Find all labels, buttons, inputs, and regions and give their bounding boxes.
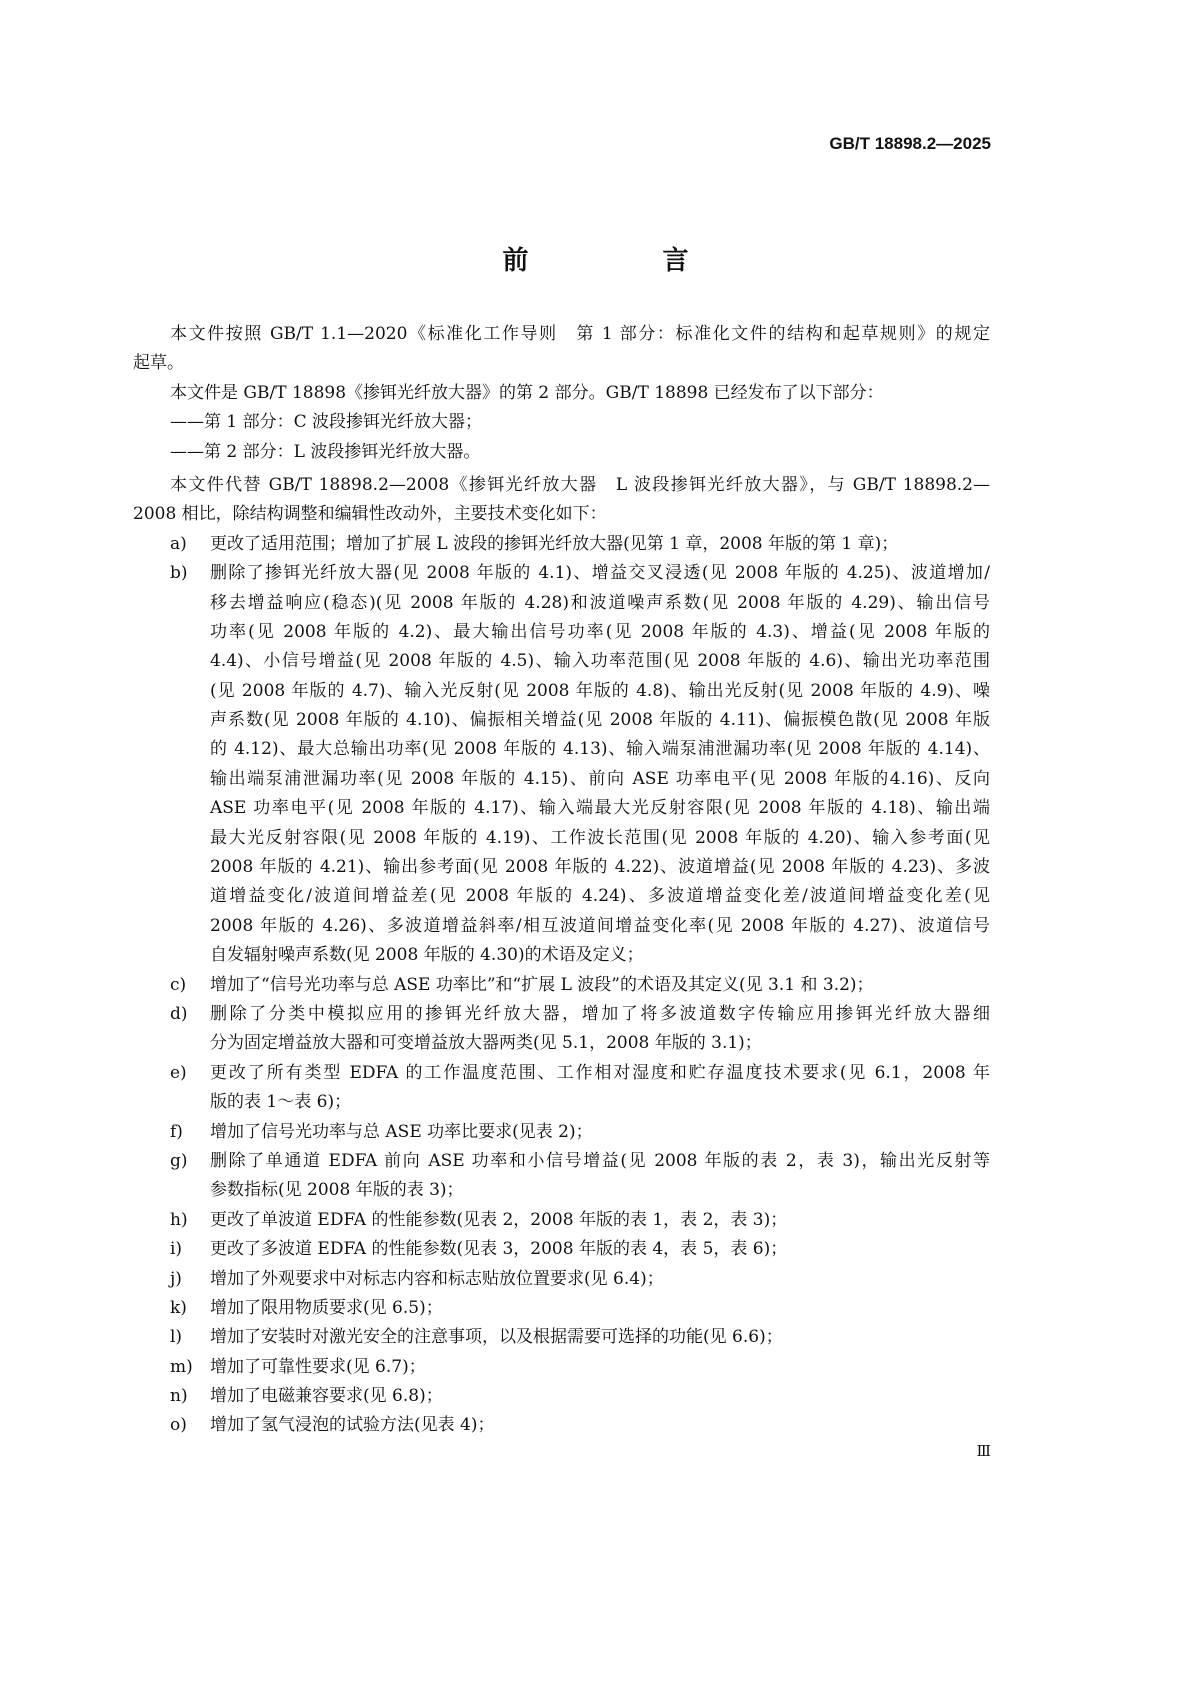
text-line: 本文件代替 GB/T 18898.2—2008《掺铒光纤放大器 L 波段掺铒光纤放大器》，与 GB/T 18898.2—: [170, 474, 990, 495]
list-item-text: [210, 1118, 990, 1147]
list-item-label: l): [170, 1327, 183, 1348]
list-item-text: [210, 1235, 990, 1264]
list-item-label: k): [170, 1297, 187, 1318]
list-item-label: g): [170, 1150, 188, 1171]
text-line: ——第 1 部分：C 波段掺铒光纤放大器；: [170, 412, 483, 433]
list-item-label: j): [170, 1268, 182, 1289]
page-number: Ⅲ: [976, 1442, 991, 1460]
list-item: [133, 1206, 990, 1235]
page-title: 前 言: [502, 246, 743, 276]
list-item-text: [210, 1147, 990, 1206]
list-item: [133, 1147, 990, 1206]
text-line: 分为固定增益放大器和可变增益放大器两类(见 5.1，2008 年版的 3.1)；: [210, 1033, 762, 1054]
text-line: 增加了“信号光功率与总 ASE 功率比”和“扩展 L 波段”的术语及其定义(见 3.1 和 3.2)；: [210, 974, 874, 995]
text-line: 增加了电磁兼容要求(见 6.8)；: [210, 1386, 443, 1407]
list-item-label: n): [170, 1386, 188, 1407]
list-item: [133, 1235, 990, 1264]
list-item-label: e): [170, 1062, 187, 1083]
text-line: 更改了所有类型 EDFA 的工作温度范围、工作相对湿度和贮存温度技术要求(见 6.1，2008 年: [210, 1062, 990, 1083]
list-item-text: [210, 1353, 990, 1382]
list-item: [133, 1353, 990, 1382]
list-item: [133, 1323, 990, 1352]
list-item-text: [210, 1294, 990, 1323]
text-line: (见 2008 年版的 4.7)、输入光反射(见 2008 年版的 4.8)、输出光反射(见 2008 年版的 4.9)、噪: [210, 680, 990, 701]
text-line: 增加了限用物质要求(见 6.5)；: [210, 1297, 443, 1318]
list-item-text: [210, 1265, 990, 1294]
paragraph: [133, 320, 990, 379]
list-item-label: o): [170, 1415, 187, 1436]
text-line: ——第 2 部分：L 波段掺铒光纤放大器。: [170, 441, 481, 462]
list-item-label: h): [170, 1209, 188, 1230]
text-line: 2008 年版的 4.21)、输出参考面(见 2008 年版的 4.22)、波道增益(见 2008 年版的 4.23)、多波: [210, 857, 990, 878]
list-item-text: [210, 971, 990, 1000]
list-item: [133, 559, 990, 970]
text-line: 更改了单波道 EDFA 的性能参数(见表 2，2008 年版的表 1，表 2，表 3)；: [210, 1209, 788, 1230]
text-line: 本文件是 GB/T 18898《掺铒光纤放大器》的第 2 部分。GB/T 18898 已经发布了以下部分：: [170, 382, 884, 403]
text-line: 道增益变化/波道间增益差(见 2008 年版的 4.24)、多波道增益变化差/波道间增益变化差(见: [210, 886, 990, 907]
text-line: 删除了分类中模拟应用的掺铒光纤放大器，增加了将多波道数字传输应用掺铒光纤放大器细: [210, 1003, 990, 1024]
list-item-label: i): [170, 1239, 183, 1260]
text-line: 2008 相比，除结构调整和编辑性改动外，主要技术变化如下：: [133, 504, 607, 525]
list-item: [133, 1118, 990, 1147]
text-line: 版的表 1～表 6)；: [210, 1092, 352, 1113]
text-line: 增加了安装时对激光安全的注意事项，以及根据需要可选择的功能(见 6.6)；: [210, 1327, 783, 1348]
text-line: 增加了外观要求中对标志内容和标志贴放位置要求(见 6.4)；: [210, 1268, 664, 1289]
document-body: [133, 320, 990, 1441]
paragraph: [133, 408, 990, 437]
text-line: 更改了适用范围；增加了扩展 L 波段的掺铒光纤放大器(见第 1 章，2008 年版的第 1 章)；: [210, 533, 899, 554]
list-item-text: [210, 1382, 990, 1411]
list-item: [133, 1059, 990, 1118]
text-line: 的 4.12)、最大总输出功率(见 2008 年版的 4.13)、输入端泵浦泄漏功率(见 2008 年版的 4.14)、: [210, 739, 990, 760]
list-item: [133, 971, 990, 1000]
list-item-label: b): [170, 563, 188, 584]
list-item-label: a): [170, 533, 187, 554]
list-item-label: f): [170, 1121, 183, 1142]
text-line: ASE 功率电平(见 2008 年版的 4.17)、输入端最大光反射容限(见 2008 年版的 4.18)、输出端: [210, 798, 990, 819]
list-item: [133, 1294, 990, 1323]
text-line: 增加了可靠性要求(见 6.7)；: [210, 1356, 426, 1377]
standard-number: GB/T 18898.2—2025: [829, 134, 991, 153]
text-line: 删除了掺铒光纤放大器(见 2008 年版的 4.1)、增益交叉浸透(见 2008 年版的 4.25)、波道增加/: [210, 563, 990, 584]
text-line: 删除了单通道 EDFA 前向 ASE 功率和小信号增益(见 2008 年版的表 2，表 3)，输出光反射等: [210, 1150, 990, 1171]
list-item-label: c): [170, 974, 187, 995]
text-line: 增加了氢气浸泡的试验方法(见表 4)；: [210, 1415, 495, 1436]
list-item-text: [210, 559, 990, 970]
list-item-text: [210, 1411, 990, 1440]
list-item-text: [210, 530, 990, 559]
text-line: 移去增益响应(稳态)(见 2008 年版的 4.28)和波道噪声系数(见 2008 年版的 4.29)、输出信号: [210, 592, 990, 613]
list-item: [133, 1000, 990, 1059]
text-line: 自发辐射噪声系数(见 2008 年版的 4.30)的术语及定义；: [210, 945, 644, 966]
text-line: 更改了多波道 EDFA 的性能参数(见表 3，2008 年版的表 4，表 5，表 6)；: [210, 1239, 788, 1260]
text-line: 输出端泵浦泄漏功率(见 2008 年版的 4.15)、前向 ASE 功率电平(见 2008 年版的4.16)、反向: [210, 768, 990, 789]
list-item-label: d): [170, 1003, 188, 1024]
text-line: 增加了信号光功率与总 ASE 功率比要求(见表 2)；: [210, 1121, 593, 1142]
list-item: [133, 1265, 990, 1294]
list-item-text: [210, 1000, 990, 1059]
list-item-text: [210, 1206, 990, 1235]
paragraph: [133, 471, 990, 530]
text-line: 声系数(见 2008 年版的 4.10)、偏振相关增益(见 2008 年版的 4.11)、偏振模色散(见 2008 年版: [210, 710, 990, 731]
text-line: 参数指标(见 2008 年版的表 3)；: [210, 1180, 464, 1201]
text-line: 本文件按照 GB/T 1.1—2020《标准化工作导则 第 1 部分：标准化文件的结构和起草规则》的规定: [170, 324, 990, 344]
paragraph: [133, 438, 990, 467]
text-line: 2008 年版的 4.26)、多波道增益斜率/相互波道间增益变化率(见 2008 年版的 4.27)、波道信号: [210, 915, 990, 936]
list-item: [133, 1382, 990, 1411]
list-item: [133, 530, 990, 559]
list-item-text: [210, 1059, 990, 1118]
text-line: 功率(见 2008 年版的 4.2)、最大输出信号功率(见 2008 年版的 4.3)、增益(见 2008 年版的: [210, 621, 990, 642]
list-item-text: [210, 1323, 990, 1352]
paragraph: [133, 379, 990, 408]
text-line: 最大光反射容限(见 2008 年版的 4.19)、工作波长范围(见 2008 年版的 4.20)、输入参考面(见: [210, 827, 990, 848]
text-line: 起草。: [133, 353, 184, 374]
list-item: [133, 1411, 990, 1440]
text-line: 4.4)、小信号增益(见 2008 年版的 4.5)、输入功率范围(见 2008 年版的 4.6)、输出光功率范围: [210, 651, 990, 672]
list-item-label: m): [170, 1356, 193, 1377]
